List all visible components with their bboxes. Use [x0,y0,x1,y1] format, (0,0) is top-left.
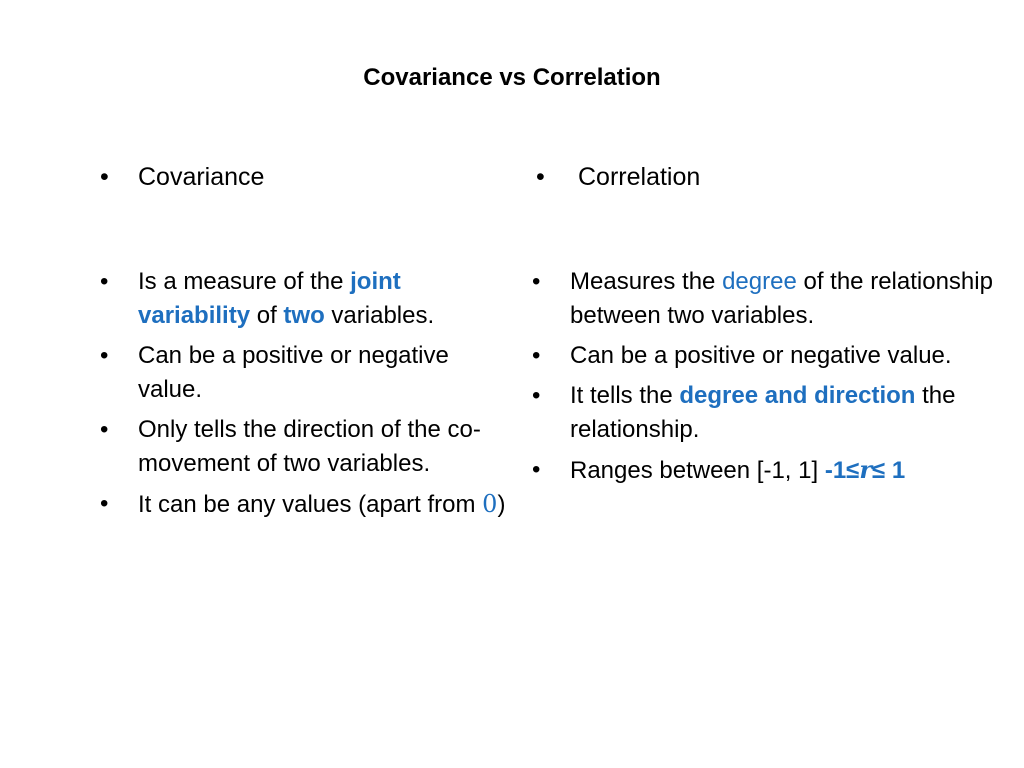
bullet: • [536,163,545,191]
bullet: • [532,342,541,369]
covariance-heading-text: Covariance [138,163,265,191]
list-item-text: It can be any values (apart from 0) [138,490,506,518]
list-item-text: Can be a positive or negative value. [138,342,449,403]
list-item-text: Measures the degree of the relationship between two variables. [570,268,993,329]
correlation-heading-text: Correlation [578,163,701,191]
list-item-text: Is a measure of the joint variability of two variables. [138,268,435,329]
list-item-text: Only tells the direction of the co-movement of two variables. [138,416,481,477]
slide-title: Covariance vs Correlation [363,64,661,91]
covariance-heading [100,163,264,192]
bullet: • [100,268,109,295]
bullet: • [532,382,541,409]
list-item [100,265,510,333]
list-item-text: It tells the degree and direction the relationship. [570,382,956,443]
list-item [100,487,510,522]
list-item [532,379,1012,447]
list-item-text: Can be a positive or negative value. [570,342,952,369]
list-item [100,339,510,407]
list-item [100,413,510,481]
bullet: • [100,163,109,191]
correlation-list [532,265,1012,494]
bullet: • [100,490,109,517]
correlation-heading [536,163,700,192]
list-item-text: Ranges between [-1, 1] -1≤r≤ 1 [570,455,906,484]
list-item [532,453,1012,488]
bullet: • [100,416,109,443]
bullet: • [532,456,541,483]
covariance-list [100,265,510,528]
bullet: • [100,342,109,369]
bullet: • [532,268,541,295]
list-item [532,339,1012,373]
list-item [532,265,1012,333]
